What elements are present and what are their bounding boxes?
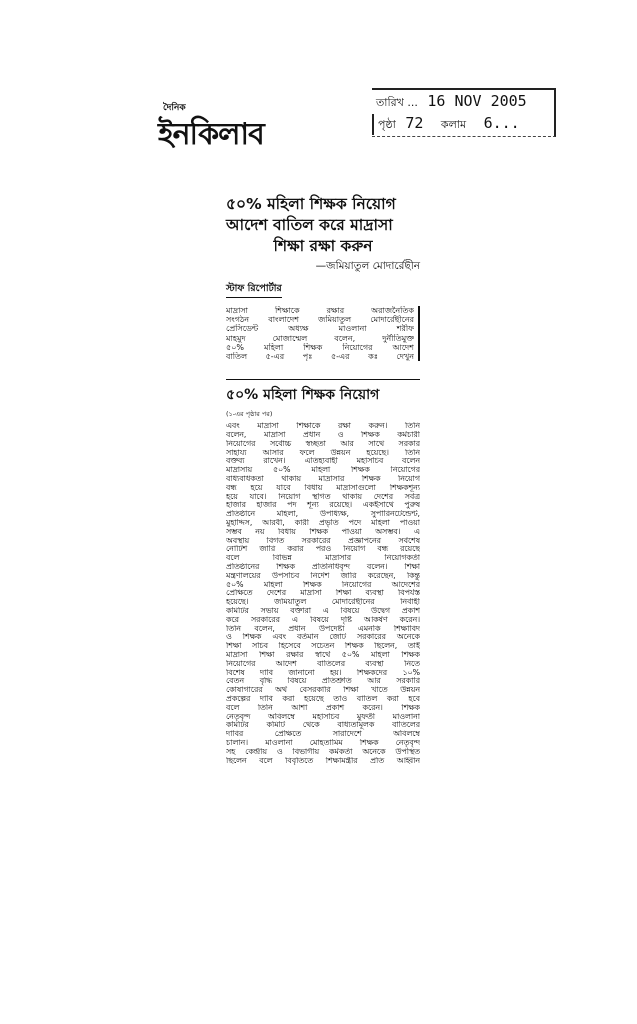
text-line: শিক্ষা সচিব হিসেবে সচেতন শিক্ষক ছিলেন, তাই [226, 642, 420, 651]
text-line: মাদ্রাসা শিক্ষাকে রক্ষার অরাজনৈতিক [226, 306, 414, 315]
text-line: বলেন, মাদ্রাসা প্রধান ও শিক্ষক কর্মচারী [226, 431, 420, 440]
text-line: মাদ্রাসায় ৫০% মহিলা শিক্ষক নিয়োগের [226, 466, 420, 475]
stamp-page-row [372, 114, 520, 135]
headline-line: ৫০% মহিলা শিক্ষক নিয়োগ [226, 195, 396, 213]
text-line: নেতৃবৃন্দ অবিলম্বে মহাসচিব মুফতী মাওলানা [226, 712, 420, 721]
stamp-column-value: 6... [483, 114, 520, 132]
stamp-column-label: কলাম [440, 118, 467, 131]
text-line: হয়েছে। জমিয়াতুল মোদার্রেছীনের নির্বাহী [226, 598, 420, 607]
text-line: বাতিল ৫-এর পৃঃ ৫-এর কঃ দেখুন [226, 352, 414, 362]
stamp-date-row [376, 92, 527, 113]
headline-line: আদেশ বাতিল করে মাদ্রাসা [226, 216, 393, 234]
reporter-credit: স্টাফ রিপোর্টার [226, 282, 282, 298]
text-line: কোষাগারের অর্থ বেসরকারি শিক্ষা খাতে উন্নয়ন [226, 686, 420, 695]
text-line: সহ কেন্দ্রীয় ও বিভাগীয় কর্মকর্তা অনেকে উপস্থিত [226, 747, 420, 756]
text-line: তিনি বলেন, প্রধান উপদেষ্টা এমনকি শিক্ষাবিদ [226, 624, 420, 633]
article-body [226, 422, 420, 765]
text-line: সংগঠন বাংলাদেশ জমিয়াতুল মোদার্রেছীনের [226, 315, 414, 325]
text-line: ৫০% মহিলা শিক্ষক নিয়োগের আদেশের [226, 580, 420, 589]
text-line: মাহমুদ মোজাম্মেল বলেন, দুর্নীতিমুক্ত [226, 333, 414, 343]
text-line: বলে বিভিন্ন মাদ্রাসার নিয়োগকর্তা [226, 554, 420, 563]
text-line: বক্তব্য রাখেন। এতিহ্যবাহী মহাসচিব বলেন [226, 457, 420, 466]
text-line: ছিলেন বলে বিবৃতিতে শিক্ষামন্ত্রীর প্রতি আহ্বান [226, 756, 420, 765]
article-clipping [226, 194, 420, 765]
text-line: মাদ্রাসা শিক্ষা রক্ষার স্বার্থে ৫০% মহিলা শিক্ষক [226, 650, 420, 659]
text-line: প্রতিষ্ঠানে মহিলা, উপাধ্যক্ষ, সুপারিনটেন্ডেন্ট, [226, 510, 420, 519]
text-line: বন্ধ হয়ে যাবে বিধায় মাদ্রাসাগুলো শিক্ষকশূন্য [226, 483, 420, 492]
clipping-stamp [372, 88, 556, 137]
continuation-note: (১-এর পৃষ্ঠার পর) [226, 410, 273, 419]
lead-paragraph [226, 306, 420, 361]
stamp-page-label: পৃষ্ঠা [378, 118, 396, 131]
text-line: দাবির প্রেক্ষিতে সারাদেশে অবিলম্বে [226, 730, 420, 739]
text-line: বিশেষ দাবি জানানো হয়। শিক্ষকদের ১০% [226, 668, 420, 677]
byline: —জমিয়াতুল মোদার্রেছীন [315, 260, 420, 272]
text-line: প্রতিষ্ঠানের শিক্ষক প্রতিনিধিবৃন্দ বলেন। শিক্ষা [226, 562, 420, 571]
text-line: হাজার হাজার পদ শূন্য রয়েছে। একইসাথে পুরুষ [226, 501, 420, 510]
text-line: এবং মাদ্রাসা শিক্ষাকে রক্ষা করুন। তিনি [226, 422, 420, 431]
text-line: মন্ত্রণালয়ের উপসচিব নির্দেশ জারি করেছেন, কিন্তু [226, 571, 420, 580]
text-line: করে সরকারের এ বিষয়ে দৃষ্টি আকর্ষণ করেন। [226, 615, 420, 624]
text-line: কমিটির কমিটি থেকে বাধ্যতামূলক বাতিলের [226, 721, 420, 730]
text-line: হয়ে যাবে। নিয়োগ স্থগিত থাকায় দেশের সর্বত্র [226, 492, 420, 501]
newspaper-masthead: ইনকিলাব [158, 117, 264, 152]
text-line: প্রেক্ষিতে দেশের মাদ্রাসা শিক্ষা ব্যবস্থা বিপর্যস্ত [226, 589, 420, 598]
text-line: মুহাদ্দিস, আরবী, কারী প্রভৃতি পদে মহিলা পাওয়া [226, 518, 420, 527]
stamp-date-label: তারিখ ... [376, 96, 418, 109]
text-line: চালান। মাওলানা মোহতামিম শিক্ষক নেতৃবৃন্দ [226, 738, 420, 747]
text-line: প্রকল্পের দাবি করা হয়েছে তাও বাতিল করা হবে [226, 694, 420, 703]
text-line: প্রেসিডেন্ট অধ্যক্ষ মাওলানা শরীফ [226, 324, 414, 334]
headline-line: শিক্ষা রক্ষা করুন [273, 237, 373, 255]
text-line: নোটিশ জারি করার পরও নিয়োগ বন্ধ রয়েছে [226, 545, 420, 554]
text-line: সম্ভব নয় বিধায় শিক্ষক পাওয়া অসম্ভব। এ [226, 527, 420, 536]
text-line: নিয়োগের আদেশ বাতিলের ব্যবস্থা নিতে [226, 659, 420, 668]
text-line: বেতন বৃদ্ধি বিষয়ে প্রতিশ্রুতি আর সরকারি [226, 677, 420, 686]
stamp-date-value: 16 NOV 2005 [427, 92, 527, 110]
text-line: ৫০% মহিলা শিক্ষক নিয়োগের আদেশ [226, 342, 414, 352]
text-line: ও শিক্ষক এবং বর্তমান জোট সরকারের অনেকে [226, 633, 420, 642]
text-line: নিয়োগের সর্বোচ্চ স্বচ্ছতা আর সাথে সরকার [226, 439, 420, 448]
text-line: সাহায্য আসার ফলে উন্নয়ন হয়েছে। তিনি [226, 448, 420, 457]
text-line: কমিটির সভায় বক্তারা এ বিষয়ে উদ্বেগ প্রকাশ [226, 606, 420, 615]
continuation-heading: ৫০% মহিলা শিক্ষক নিয়োগ [226, 379, 420, 407]
text-line: অবস্থায় বিগত সরকারের প্রজ্ঞাপনের সর্বশেষ [226, 536, 420, 545]
text-line: বাধ্যবাধকতা থাকায় মাদ্রাসার শিক্ষক নিয়োগ [226, 475, 420, 483]
stamp-page-value: 72 [405, 114, 424, 132]
text-line: বলে তিনি আশা প্রকাশ করেন। শিক্ষক [226, 703, 420, 712]
masthead-prefix: দৈনিক [163, 103, 186, 113]
